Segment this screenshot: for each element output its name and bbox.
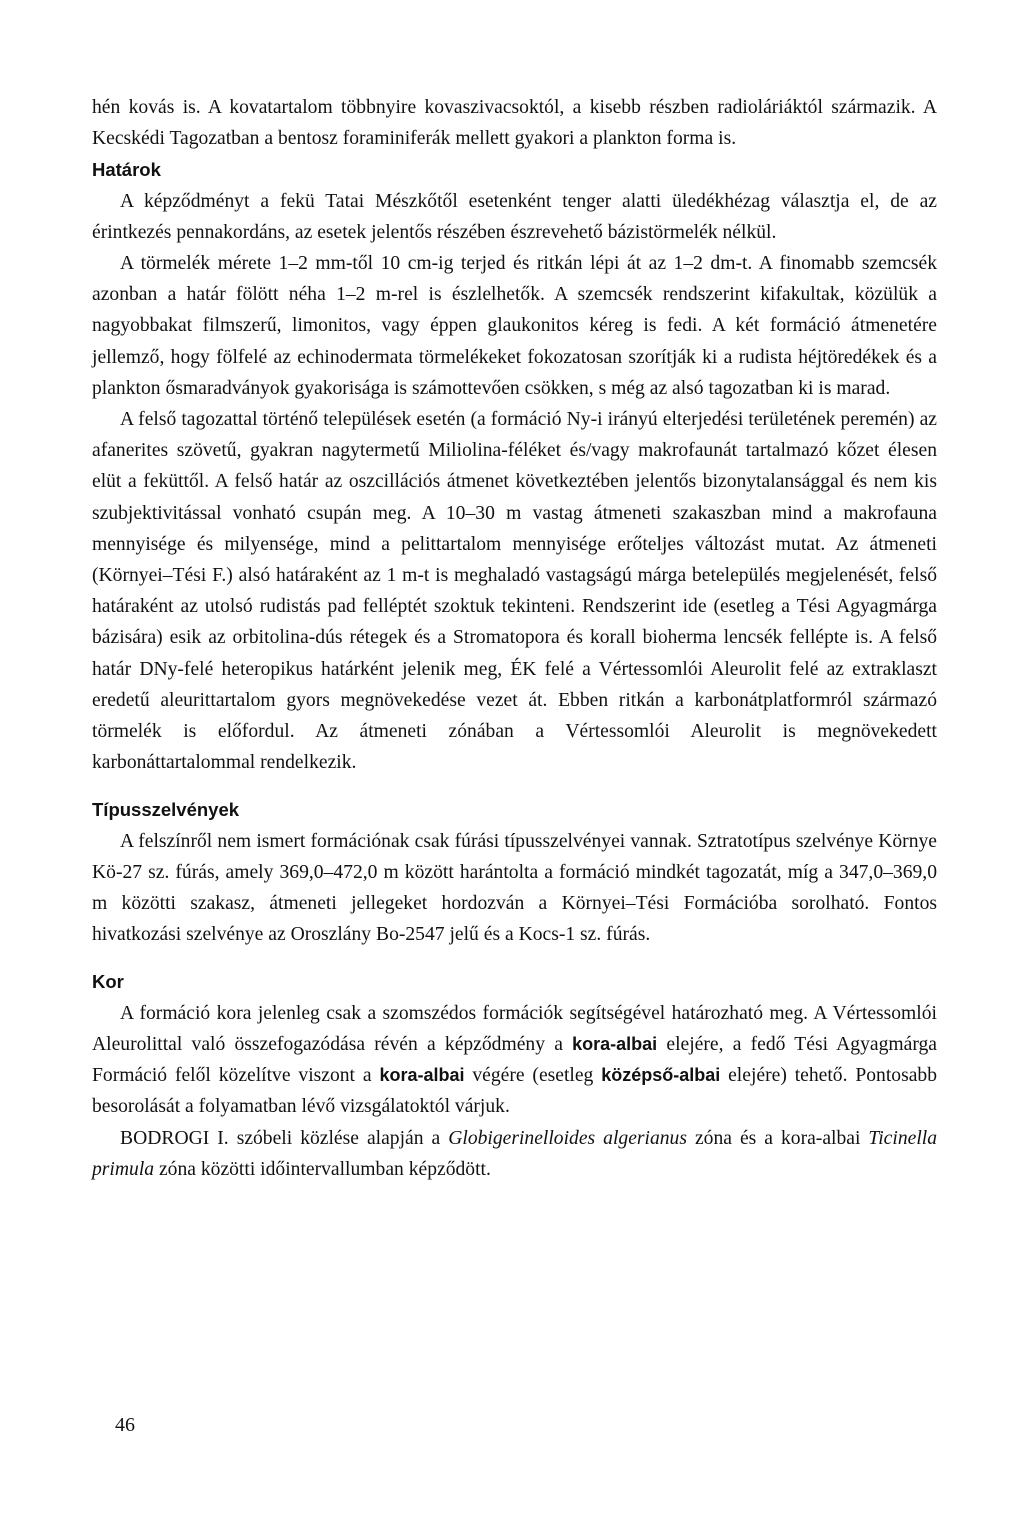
section-heading-tipusszelvenyek: Típusszelvények: [92, 799, 240, 821]
kor-p1-text-d: végére (esetleg: [464, 1065, 602, 1087]
section-heading-kor: Kor: [92, 971, 124, 993]
kor-paragraph-1: [92, 998, 937, 1123]
kor-paragraph-2: [92, 1123, 937, 1185]
kor-p2-italic-2: Ticinella primula: [92, 1127, 937, 1180]
kor-p2-text-b: zóna és a kora-albai: [686, 1127, 869, 1149]
page-number: 46: [115, 1414, 135, 1436]
page-body: [92, 92, 937, 1185]
hatarok-paragraph-2: A törmelék mérete 1–2 mm-től 10 cm-ig terjed és ritkán lépi át az 1–2 dm-t. A finomabb szemcsék azonban a határ fölött néha 1–2 m-rel is észlelhetők. A szemcsék rendszerint kifakultak, közülük a nagyobbakat filmszerű, limonitos, vagy éppen glaukonitos kéreg is fedi. A két formáció átmenetére jellemző, hogy fölfelé az echinodermata törmelékeket fokozatosan szorítják ki a rudista héjtöredékek és a plankton ősmaradványok gyakorisága is számottevően csökken, s még az alsó tagozatban ki is marad.: [92, 253, 937, 399]
kor-p1-text-a: A formáció kora jelenleg csak a szomszédos formációk segítségével határozható meg. A Vértessomlói Aleurolittal való összefogazódása révén a képződmény a: [92, 1002, 937, 1055]
tipusszelvenyek-paragraph-1: A felszínről nem ismert formációnak csak fúrási típusszelvényei vannak. Sztratotípus szelvénye Környe Kö-27 sz. fúrás, amely 369,0–472,0 m között harántolta a formáció mindkét tagozatát, míg a 347,0–369,0 m közötti szakasz, átmeneti jellegeket hordozván a Környei–Tési Formációba sorolható. Fontos hivatkozási szelvénye az Oroszlány Bo-2547 jelű és a Kocs-1 sz. fúrás.: [92, 830, 937, 946]
hatarok-paragraph-1: A képződményt a fekü Tatai Mészkőtől esetenként tenger alatti üledékhézag választja el, de az érintkezés pennakordáns, az esetek jelentős részében észrevehető bázistörmelék nélkül.: [92, 190, 937, 243]
kor-p1-text-e: elejére) tehető. Pontosabb besorolását a folyamatban lévő vizsgálatoktól várjuk.: [92, 1065, 937, 1118]
intro-paragraph: hén kovás is. A kovatartalom többnyire kovaszivacsoktól, a kisebb részben radioláriáktól származik. A Kecskédi Tagozatban a bentosz foraminiferák mellett gyakori a plankton forma is.: [92, 97, 937, 150]
kor-p1-bold-1: kora-albai: [572, 1033, 658, 1054]
section-heading-hatarok: Határok: [92, 159, 161, 181]
kor-p1-text-c: elejére, a fedő Tési Agyagmárga Formáció felől közelítve viszont a: [92, 1033, 937, 1087]
kor-p2-text-a: BODROGI I. szóbeli közlése alapján a: [120, 1127, 449, 1149]
kor-p1-bold-2: kora-albai: [379, 1065, 465, 1086]
kor-p2-italic-1: Globigerinelloides algerianus: [448, 1127, 687, 1149]
kor-p2-text-c: zóna közötti időintervallumban képződött.: [154, 1158, 491, 1180]
kor-p1-bold-3: középső-albai: [601, 1065, 721, 1086]
hatarok-paragraph-3: A felső tagozattal történő települések esetén (a formáció Ny-i irányú elterjedési területének peremén) az afanerites szövetű, gyakran nagytermetű Miliolina-féléket és/vagy makrofaunát tartalmazó kőzet élesen elüt a feküttől. A felső határ az oszcillációs átmenet következtében jelentős bizonytalansággal és nem kis szubjektivitással vonható csupán meg. A 10–30 m vastag átmeneti szakaszban mind a makrofauna mennyisége és milyensége, mind a pelittartalom mennyisége erőteljes változást mutat. Az átmeneti (Környei–Tési F.) alsó határaként az 1 m-t is meghaladó vastagságú márga betelepülés megjelenését, felső határaként az utolsó rudistás pad felléptét szoktuk tekinteni. Rendszerint ide (esetleg a Tési Agyagmárga bázisára) esik az orbitolina-dús rétegek és a Stromatopora és korall bioherma lencsék fellépte is. A felső határ DNy-felé heteropikus határként jelenik meg, ÉK felé a Vértessomlói Aleurolit felé az extraklaszt eredetű aleurittartalom gyors megnövekedése vezet át. Ebben ritkán a karbonátplatformról származó törmelék is előfordul. Az átmeneti zónában a Vértessomlói Aleurolit is megnövekedett karbonáttartalommal rendelkezik.: [92, 409, 937, 774]
